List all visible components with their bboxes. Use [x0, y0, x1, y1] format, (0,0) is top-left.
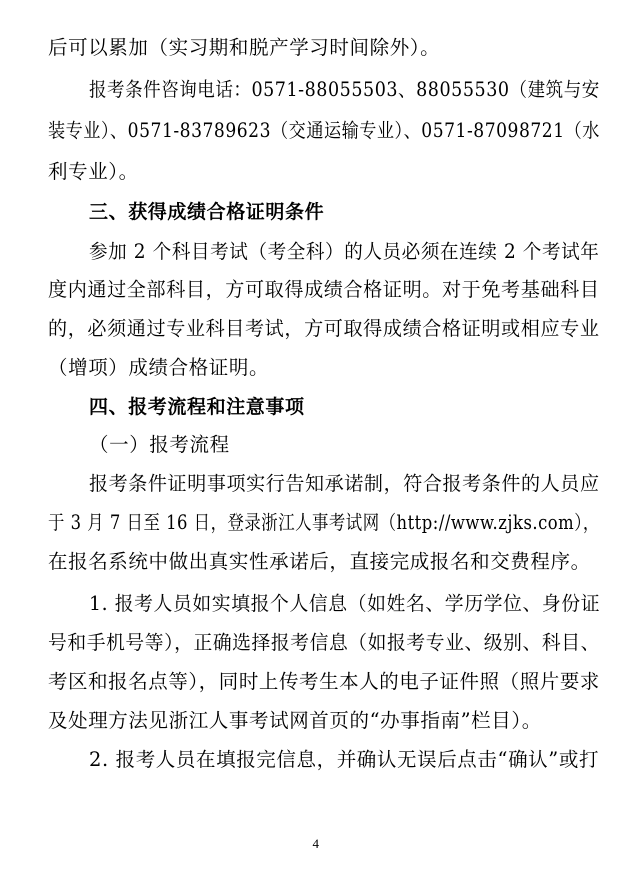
paragraph-line: 2. 报考人员在填报完信息，并确认无误后点击“确认”或打 [89, 748, 600, 771]
paragraph-line: 1. 报考人员如实填报个人信息（如姓名、学历学位、身份证 [89, 592, 601, 615]
section-heading: 三、获得成绩合格证明条件 [89, 201, 325, 223]
paragraph-line: 的，必须通过专业科目考试，方可取得成绩合格证明或相应专业 [48, 317, 600, 340]
section-heading: 四、报考流程和注意事项 [89, 396, 305, 418]
paragraph-line: 报考条件证明事项实行告知承诺制，符合报考条件的人员应 [89, 472, 600, 495]
paragraph-line: 号和手机号等），正确选择报考信息（如报考专业、级别、科目、 [48, 631, 600, 654]
page-number: 4 [312, 836, 320, 851]
paragraph-line: 于 3 月 7 日至 16 日，登录浙江人事考试网（http://www.zjks.com）， [48, 511, 600, 534]
paragraph-line: 在报名系统中做出真实性承诺后，直接完成报名和交费程序。 [48, 550, 591, 573]
paragraph-line: 及处理方法见浙江人事考试网首页的“办事指南”栏目）。 [48, 709, 542, 732]
paragraph-line: 参加 2 个科目考试（考全科）的人员必须在连续 2 个考试年 [89, 240, 600, 263]
subsection-heading: （一）报考流程 [89, 433, 230, 456]
paragraph-line: 后可以累加（实习期和脱产学习时间除外）。 [48, 36, 441, 59]
paragraph-line: 装专业）、0571-83789623（交通运输专业）、0571-87098721（水 [48, 119, 600, 142]
paragraph-line: （增项）成绩合格证明。 [48, 356, 270, 379]
paragraph-line: 报考条件咨询电话：0571-88055503、88055530（建筑与安 [89, 78, 600, 101]
paragraph-line: 度内通过全部科目，方可取得成绩合格证明。对于免考基础科目 [48, 278, 600, 301]
paragraph-line: 利专业）。 [48, 160, 139, 183]
paragraph-line: 考区和报名点等），同时上传考生本人的电子证件照（照片要求 [48, 670, 600, 693]
